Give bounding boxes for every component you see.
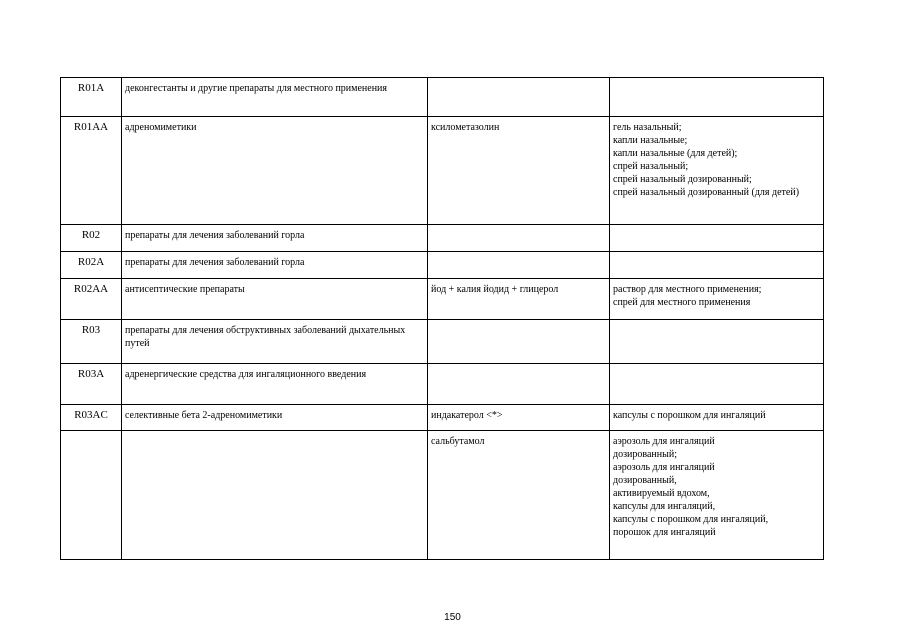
atc-code-cell: R03 [61,320,122,364]
table-row [61,279,824,320]
atc-code-cell: R02 [61,225,122,252]
group-name-cell: адренергические средства для ингаляционного введения [122,364,428,405]
table-row [61,320,824,364]
table-row [61,252,824,279]
atc-code-cell: R01A [61,78,122,117]
atc-code-cell: R01AA [61,117,122,225]
group-name-cell: препараты для лечения заболеваний горла [122,225,428,252]
table-row [61,431,824,560]
group-name-cell: препараты для лечения заболеваний горла [122,252,428,279]
inn-cell: йод + калия йодид + глицерол [428,279,610,320]
dosage-forms-cell [610,364,824,405]
inn-cell: индакатерол <*> [428,405,610,431]
atc-code-cell: R03A [61,364,122,405]
dosage-forms-cell: капсулы с порошком для ингаляций [610,405,824,431]
group-name-cell [122,431,428,560]
atc-code-cell: R03AC [61,405,122,431]
dosage-forms-cell [610,225,824,252]
group-name-cell: деконгестанты и другие препараты для местного применения [122,78,428,117]
atc-code-cell: R02AA [61,279,122,320]
atc-code-cell [61,431,122,560]
inn-cell: сальбутамол [428,431,610,560]
dosage-forms-cell [610,252,824,279]
dosage-forms-cell [610,78,824,117]
atc-code-cell: R02A [61,252,122,279]
table-row [61,78,824,117]
dosage-forms-cell: раствор для местного применения; спрей для местного применения [610,279,824,320]
inn-cell [428,320,610,364]
dosage-forms-cell [610,320,824,364]
drug-classification-table [60,77,824,560]
table-row [61,364,824,405]
inn-cell [428,364,610,405]
group-name-cell: селективные бета 2-адреномиметики [122,405,428,431]
group-name-cell: препараты для лечения обструктивных заболеваний дыхательных путей [122,320,428,364]
inn-cell: ксилометазолин [428,117,610,225]
dosage-forms-cell: гель назальный; капли назальные; капли назальные (для детей); спрей назальный; спрей назальный дозированный; спрей назальный дозированный (для детей) [610,117,824,225]
inn-cell [428,225,610,252]
table-row [61,225,824,252]
page-number: 150 [444,612,461,623]
dosage-forms-cell: аэрозоль для ингаляций дозированный; аэрозоль для ингаляций дозированный, активируемый вдохом, капсулы для ингаляций, капсулы с порошком для ингаляций, порошок для ингаляций [610,431,824,560]
group-name-cell: адреномиметики [122,117,428,225]
table-row [61,117,824,225]
table-row [61,405,824,431]
group-name-cell: антисептические препараты [122,279,428,320]
inn-cell [428,252,610,279]
inn-cell [428,78,610,117]
